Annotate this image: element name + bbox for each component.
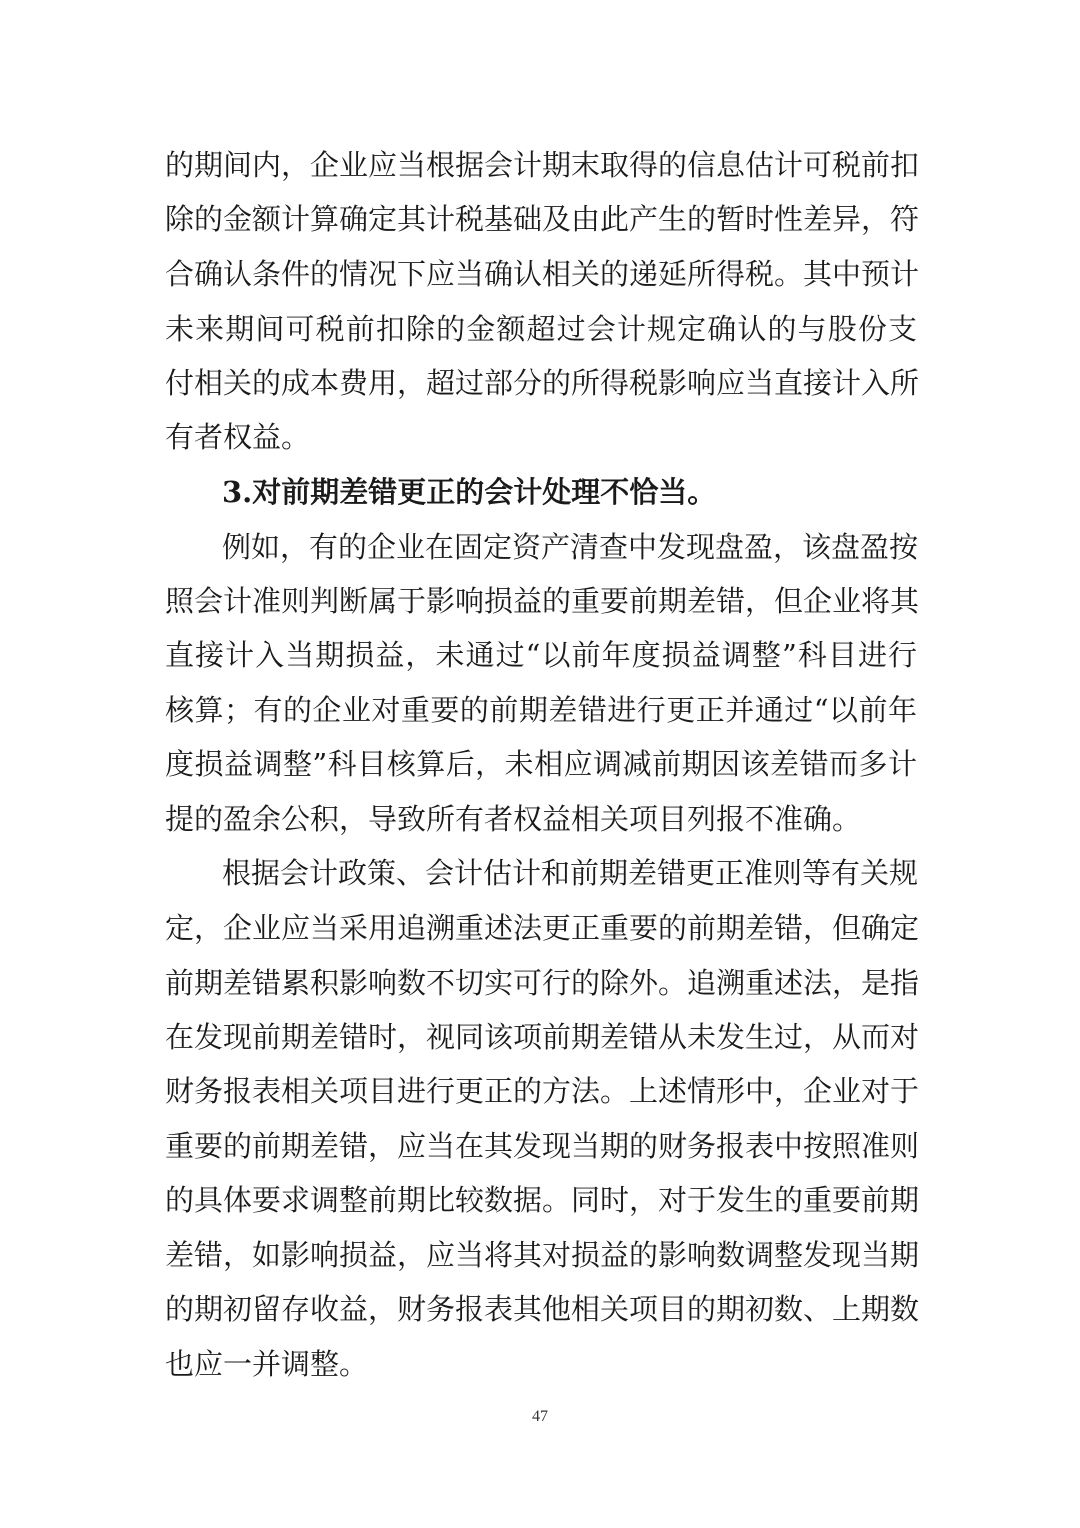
- text-line: 差错，如影响损益，应当将其对损益的影响数调整发现当期: [165, 1238, 920, 1272]
- text-line: 的具体要求调整前期比较数据。同时，对于发生的重要前期: [165, 1183, 920, 1217]
- text-line: 例如，有的企业在固定资产清查中发现盘盈，该盘盈按: [222, 530, 919, 564]
- text-line: 在发现前期差错时，视同该项前期差错从未发生过，从而对: [165, 1020, 920, 1054]
- text-line: 未来期间可税前扣除的金额超过会计规定确认的与股份支: [165, 312, 917, 346]
- text-line: 度损益调整”科目核算后，未相应调减前期因该差错而多计: [165, 747, 917, 781]
- text-line: 合确认条件的情况下应当确认相关的递延所得税。其中预计: [165, 257, 920, 291]
- text-line: 的期初留存收益，财务报表其他相关项目的期初数、上期数: [165, 1292, 920, 1326]
- text-line: 重要的前期差错，应当在其发现当期的财务报表中按照准则: [165, 1129, 920, 1163]
- text-line: 提的盈余公积，导致所有者权益相关项目列报不准确。: [165, 802, 862, 836]
- text-line: 直接计入当期损益，未通过“以前年度损益调整”科目进行: [165, 638, 917, 672]
- text-line: 财务报表相关项目进行更正的方法。上述情形中，企业对于: [165, 1074, 920, 1108]
- text-line: 照会计准则判断属于影响损益的重要前期差错，但企业将其: [165, 584, 920, 618]
- text-line: 有者权益。: [165, 420, 311, 454]
- text-line: 核算；有的企业对重要的前期差错进行更正并通过“以前年: [165, 693, 917, 727]
- section-heading: 3.对前期差错更正的会计处理不恰当。: [222, 475, 717, 509]
- text-line: 根据会计政策、会计估计和前期差错更正准则等有关规: [222, 856, 919, 890]
- text-line: 也应一并调整。: [165, 1347, 369, 1381]
- page-number: 47: [532, 1408, 548, 1425]
- text-line: 前期差错累积影响数不切实可行的除外。追溯重述法，是指: [165, 966, 920, 1000]
- text-line: 的期间内，企业应当根据会计期末取得的信息估计可税前扣: [165, 148, 920, 182]
- text-line: 除的金额计算确定其计税基础及由此产生的暂时性差异，符: [165, 202, 920, 236]
- text-line: 定，企业应当采用追溯重述法更正重要的前期差错，但确定: [165, 911, 920, 945]
- text-line: 付相关的成本费用，超过部分的所得税影响应当直接计入所: [165, 366, 920, 400]
